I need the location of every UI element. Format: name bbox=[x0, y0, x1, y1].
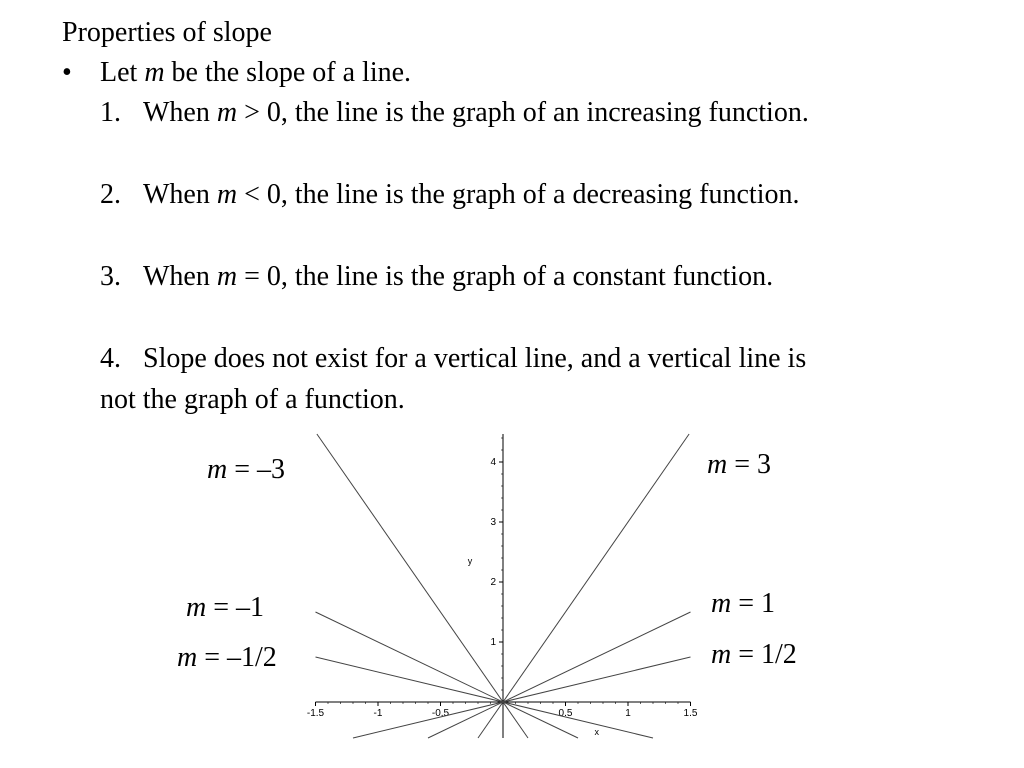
slope-lines-chart bbox=[0, 428, 1024, 768]
property-2-pre: When bbox=[143, 179, 217, 210]
property-3 bbox=[100, 260, 773, 294]
slope-line bbox=[317, 434, 528, 738]
property-2-number: 2. bbox=[100, 179, 121, 210]
property-2-var: m bbox=[216, 179, 238, 210]
slope-line bbox=[316, 657, 654, 738]
property-1-post: > 0, the line is the graph of an increasing function. bbox=[237, 97, 809, 128]
slope-line-label: m = –1/2 bbox=[177, 642, 277, 673]
y-tick-label: 2 bbox=[490, 577, 496, 588]
property-2 bbox=[100, 178, 800, 212]
bullet-symbol: • bbox=[62, 57, 72, 88]
property-3-post: = 0, the line is the graph of a constant function. bbox=[237, 261, 774, 292]
property-4-number: 4. bbox=[100, 343, 121, 374]
bullet-intro bbox=[62, 56, 411, 90]
x-tick-label: -1 bbox=[373, 708, 383, 719]
y-tick-label: 1 bbox=[490, 637, 496, 648]
bullet-text-post: be the slope of a line. bbox=[164, 57, 412, 88]
slope-line bbox=[353, 657, 691, 738]
property-2-post: < 0, the line is the graph of a decreasing function. bbox=[237, 179, 800, 210]
y-tick-label: 4 bbox=[490, 457, 496, 468]
slope-line-label: m = –1 bbox=[186, 592, 265, 623]
y-axis-label: y bbox=[467, 556, 473, 566]
slope-line-label: m = 1/2 bbox=[711, 639, 797, 670]
property-3-number: 3. bbox=[100, 261, 121, 292]
property-4 bbox=[100, 342, 806, 376]
property-1-pre: When bbox=[143, 97, 217, 128]
x-tick-label: 1.5 bbox=[683, 708, 698, 719]
x-tick-label: -0.5 bbox=[431, 708, 450, 719]
property-1-number: 1. bbox=[100, 97, 121, 128]
property-3-pre: When bbox=[143, 261, 217, 292]
slope-line bbox=[316, 612, 579, 738]
property-3-var: m bbox=[216, 261, 238, 292]
x-tick-label: -1.5 bbox=[306, 708, 325, 719]
slope-line bbox=[478, 434, 689, 738]
property-1 bbox=[100, 96, 809, 130]
property-4-line1: Slope does not exist for a vertical line, and a vertical line is bbox=[143, 343, 807, 374]
x-axis-label: x bbox=[594, 727, 599, 737]
property-4-continued: not the graph of a function. bbox=[100, 384, 405, 415]
bullet-var: m bbox=[144, 57, 165, 88]
y-tick-label: 3 bbox=[490, 517, 496, 528]
slope-line-label: m = 3 bbox=[707, 449, 772, 480]
slope-line-label: m = 1 bbox=[711, 588, 776, 619]
slope-line-label: m = –3 bbox=[207, 454, 286, 485]
slide-title: Properties of slope bbox=[62, 17, 272, 48]
bullet-text-pre: Let bbox=[100, 57, 145, 88]
x-tick-label: 0.5 bbox=[558, 708, 573, 719]
slope-line bbox=[428, 612, 691, 738]
property-1-var: m bbox=[216, 97, 238, 128]
x-tick-label: 1 bbox=[625, 708, 631, 719]
